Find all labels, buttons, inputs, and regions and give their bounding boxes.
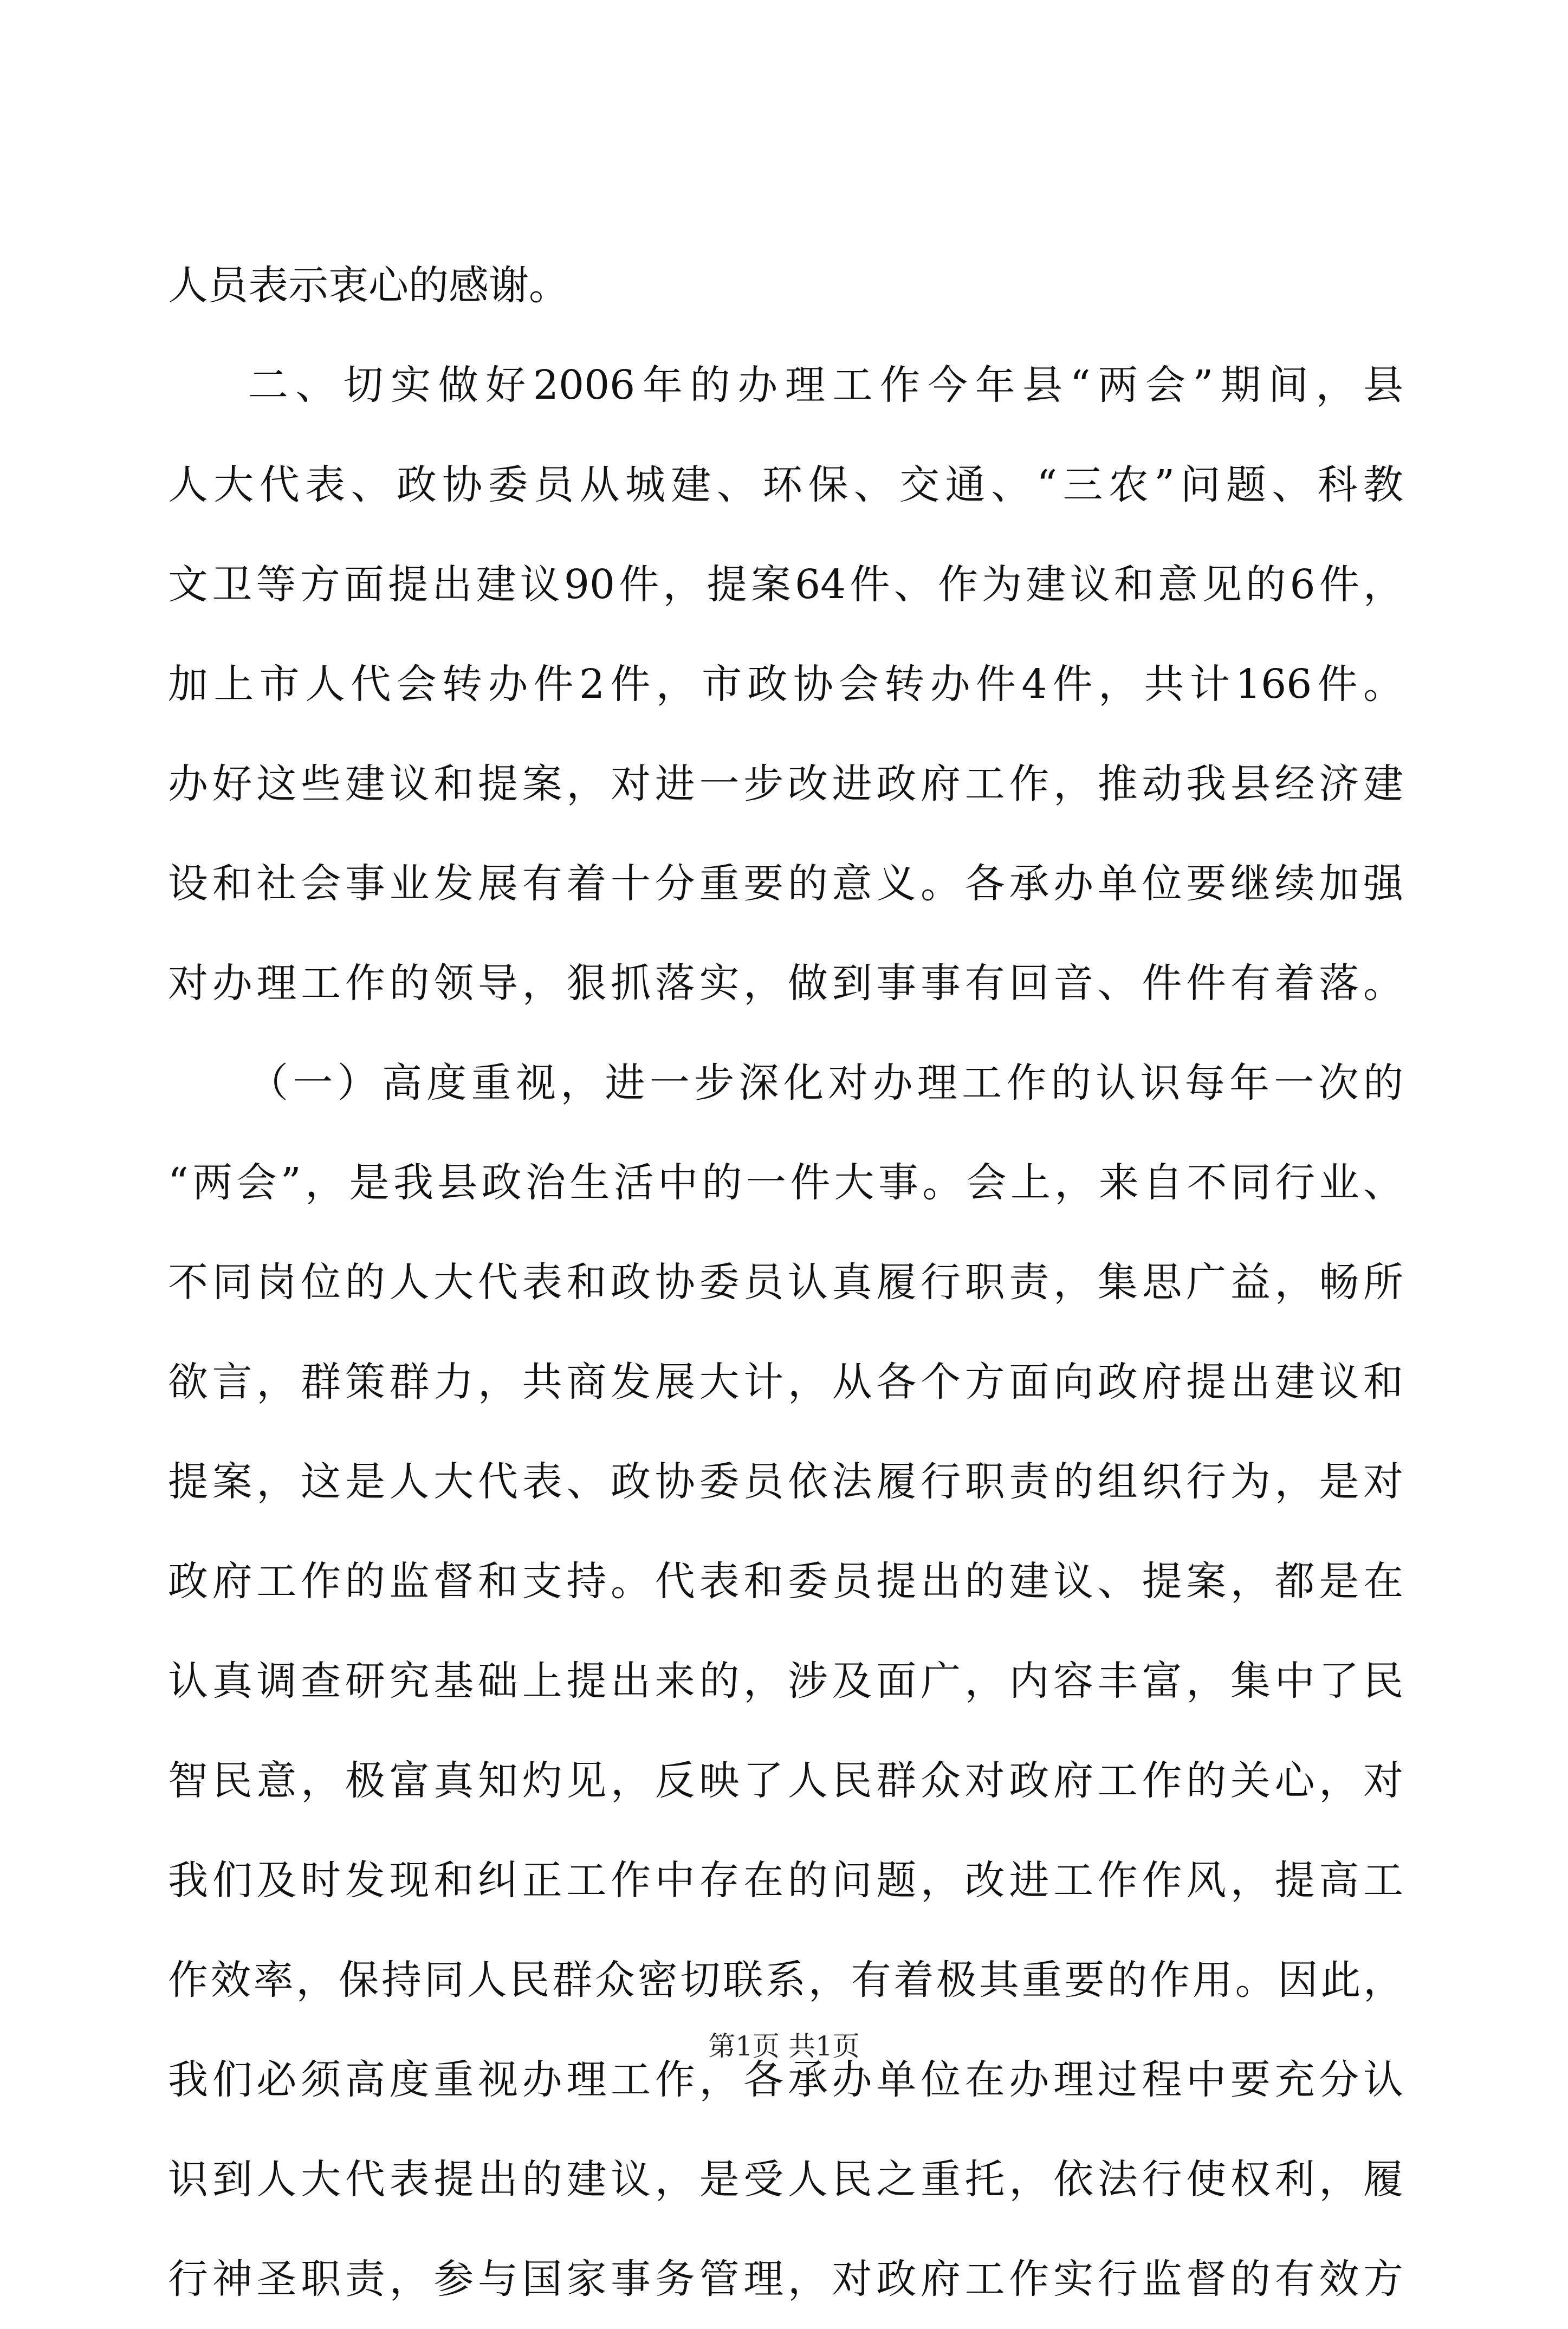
- text-line: 行神圣职责，参与国家事务管理，对政府工作实行监督的有效方: [168, 2256, 1403, 2302]
- text-line: 政府工作的监督和支持。代表和委员提出的建议、提案，都是在: [168, 1558, 1403, 1605]
- text-line: 设和社会事业发展有着十分重要的意义。各承办单位要继续加强: [168, 860, 1403, 907]
- text-line: 人大代表、政协委员从城建、环保、交通、“三农”问题、科教: [168, 462, 1403, 508]
- text-line: 智民意，极富真知灼见，反映了人民群众对政府工作的关心，对: [168, 1757, 1403, 1804]
- text-line: 提案，这是人大代表、政协委员依法履行职责的组织行为，是对: [168, 1458, 1403, 1505]
- text-line: 办好这些建议和提案，对进一步改进政府工作，推动我县经济建: [168, 761, 1403, 807]
- text-line: 我们及时发现和纠正工作中存在的问题，改进工作作风，提高工: [168, 1857, 1403, 1904]
- text-line: 对办理工作的领导，狠抓落实，做到事事有回音、件件有着落。: [168, 960, 1403, 1007]
- text-line: 人员表示衷心的感谢。: [168, 262, 569, 309]
- text-line: “两会”，是我县政治生活中的一件大事。会上，来自不同行业、: [168, 1159, 1403, 1206]
- page-number-footer: 第1页 共1页: [708, 2030, 860, 2062]
- text-line: 我们必须高度重视办理工作，各承办单位在办理过程中要充分认: [168, 2056, 1403, 2103]
- subsection-heading-line: （一）高度重视，进一步深化对办理工作的认识每年一次的: [248, 1060, 1403, 1106]
- text-line: 作效率，保持同人民群众密切联系，有着极其重要的作用。因此，: [168, 1957, 1403, 2003]
- text-line: 欲言，群策群力，共商发展大计，从各个方面向政府提出建议和: [168, 1359, 1403, 1405]
- section-heading-line: 二、切实做好2006年的办理工作今年县“两会”期间，县: [248, 362, 1403, 408]
- text-line: 识到人大代表提出的建议，是受人民之重托，依法行使权利，履: [168, 2156, 1403, 2203]
- text-line: 认真调查研究基础上提出来的，涉及面广，内容丰富，集中了民: [168, 1658, 1403, 1704]
- text-line: 文卫等方面提出建议90件，提案64件、作为建议和意见的6件，: [168, 561, 1403, 608]
- document-body: [168, 236, 1403, 2329]
- text-line: 不同岗位的人大代表和政协委员认真履行职责，集思广益，畅所: [168, 1259, 1403, 1306]
- text-line: 加上市人代会转办件2件，市政协会转办件4件，共计166件。: [168, 661, 1403, 708]
